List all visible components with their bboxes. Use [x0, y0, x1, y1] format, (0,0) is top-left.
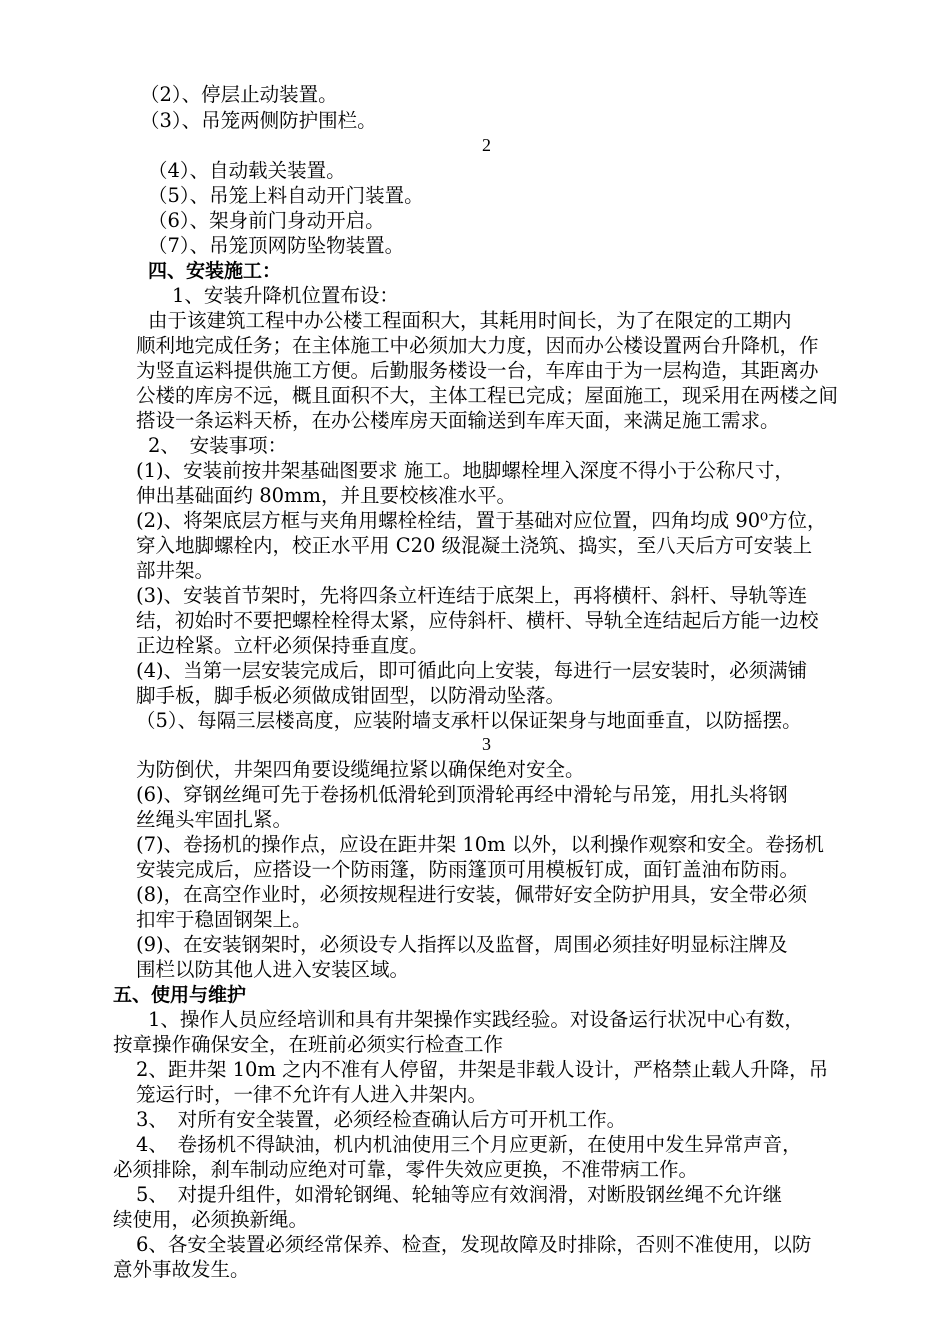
text-line: 3、 对所有安全装置，必须经检查确认后方可开机工作。 — [136, 1108, 627, 1131]
text-line: 穿入地脚螺栓内，校正水平用 C20 级混凝土浇筑、捣实，至八天后方可安装上 — [136, 534, 813, 557]
text-line: （4）、自动载关装置。 — [148, 159, 346, 182]
text-line: (1)、安装前按井架基础图要求 施工。地脚螺栓埋入深度不得小于公称尺寸， — [136, 459, 794, 482]
text-line: （5）、每隔三层楼高度，应装附墙支承杆以保证架身与地面垂直，以防摇摆。 — [136, 709, 802, 732]
text-line: 续使用，必须换新绳。 — [113, 1208, 309, 1231]
text-line: （6）、架身前门身动开启。 — [148, 209, 385, 232]
text-line: 必须排除，刹车制动应绝对可靠，零件失效应更换，不准带病工作。 — [113, 1158, 699, 1181]
text-line: （3）、吊笼两侧防护围栏。 — [140, 109, 377, 132]
text-line: 5、 对提升组件，如滑轮钢绳、轮轴等应有效润滑，对断股钢丝绳不允许继 — [136, 1183, 783, 1206]
text-line: 伸出基础面约 80mm，并且要校核准水平。 — [136, 484, 516, 507]
text-line: 脚手板，脚手板必须做成钳固型，以防滑动坠落。 — [136, 684, 566, 707]
section-heading-5: 五、使用与维护 — [113, 984, 247, 1006]
page-number: 2 — [482, 135, 491, 155]
text-line: 公楼的库房不远，概且面积不大，主体工程已完成；屋面施工，现采用在两楼之间 — [136, 384, 839, 407]
page-number: 3 — [482, 734, 491, 754]
text-line: 2、距井架 10m 之内不准有人停留，井架是非载人设计，严格禁止载人升降，吊 — [136, 1058, 829, 1081]
text-line: 搭设一条运料天桥，在办公楼库房天面输送到车库天面，来满足施工需求。 — [136, 409, 780, 432]
text-line: 丝绳头牢固扎紧。 — [136, 808, 293, 831]
text-line: (4)、当第一层安装完成后，即可循此向上安装，每进行一层安装时，必须满铺 — [136, 659, 808, 682]
text-line: 1、安装升降机位置布设： — [172, 284, 399, 307]
text-line: (7)、卷扬机的操作点，应设在距井架 10m 以外，以利操作观察和安全。卷扬机 — [136, 833, 824, 856]
text-line: 安装完成后，应搭设一个防雨篷，防雨篷顶可用模板钉成，面钉盖油布防雨。 — [136, 858, 800, 881]
text-line: 正边栓紧。立杆必须保持垂直度。 — [136, 634, 429, 657]
text-line: 扣牢于稳固钢架上。 — [136, 908, 312, 931]
text-line: （5）、吊笼上料自动开门装置。 — [148, 184, 424, 207]
text-line: (8)，在高空作业时，必须按规程进行安装，佩带好安全防护用具，安全带必须 — [136, 883, 808, 906]
text-line: 部井架。 — [136, 559, 215, 582]
text-line: （2）、停层止动装置。 — [140, 83, 338, 106]
text-line: 1、操作人员应经培训和具有井架操作实践经验。对设备运行状况中心有数， — [148, 1008, 804, 1031]
section-heading-4: 四、安装施工： — [148, 260, 282, 282]
text-line: 为防倒伏，井架四角要设缆绳拉紧以确保绝对安全。 — [136, 758, 585, 781]
text-line: (2)、将架底层方框与夹角用螺栓栓结，置于基础对应位置，四角均成 90⁰方位， — [136, 509, 827, 532]
text-line: 由于该建筑工程中办公楼工程面积大，其耗用时间长，为了在限定的工期内 — [148, 309, 792, 332]
text-line: 4、 卷扬机不得缺油，机内机油使用三个月应更新，在使用中发生异常声音， — [136, 1133, 802, 1156]
text-line: 顺利地完成任务；在主体施工中必须加大力度，因而办公楼设置两台升降机，作 — [136, 334, 819, 357]
text-line: （7）、吊笼顶网防坠物装置。 — [148, 234, 405, 257]
text-line: (3)、安装首节架时，先将四条立杆连结于底架上，再将横杆、斜杆、导轨等连 — [136, 584, 808, 607]
text-line: (9)、在安装钢架时，必须设专人指挥以及监督，周围必须挂好明显标注牌及 — [136, 933, 788, 956]
text-line: 围栏以防其他人进入安装区域。 — [136, 958, 410, 981]
text-line: 按章操作确保安全，在班前必须实行检查工作 — [113, 1033, 504, 1056]
text-line: 笼运行时，一律不允许有人进入井架内。 — [136, 1083, 488, 1106]
text-line: 为竖直运料提供施工方便。后勤服务楼设一台，车库由于为一层构造，其距离办 — [136, 359, 819, 382]
text-line: 6、各安全装置必须经常保养、检查，发现故障及时排除，否则不准使用，以防 — [136, 1233, 812, 1256]
text-line: 意外事故发生。 — [113, 1258, 250, 1281]
text-line: 2、 安装事项： — [148, 434, 288, 457]
text-line: (6)、穿钢丝绳可先于卷扬机低滑轮到顶滑轮再经中滑轮与吊笼，用扎头将钢 — [136, 783, 788, 806]
text-line: 结，初始时不要把螺栓栓得太紧，应侍斜杆、横杆、导轨全连结起后方能一边校 — [136, 609, 819, 632]
